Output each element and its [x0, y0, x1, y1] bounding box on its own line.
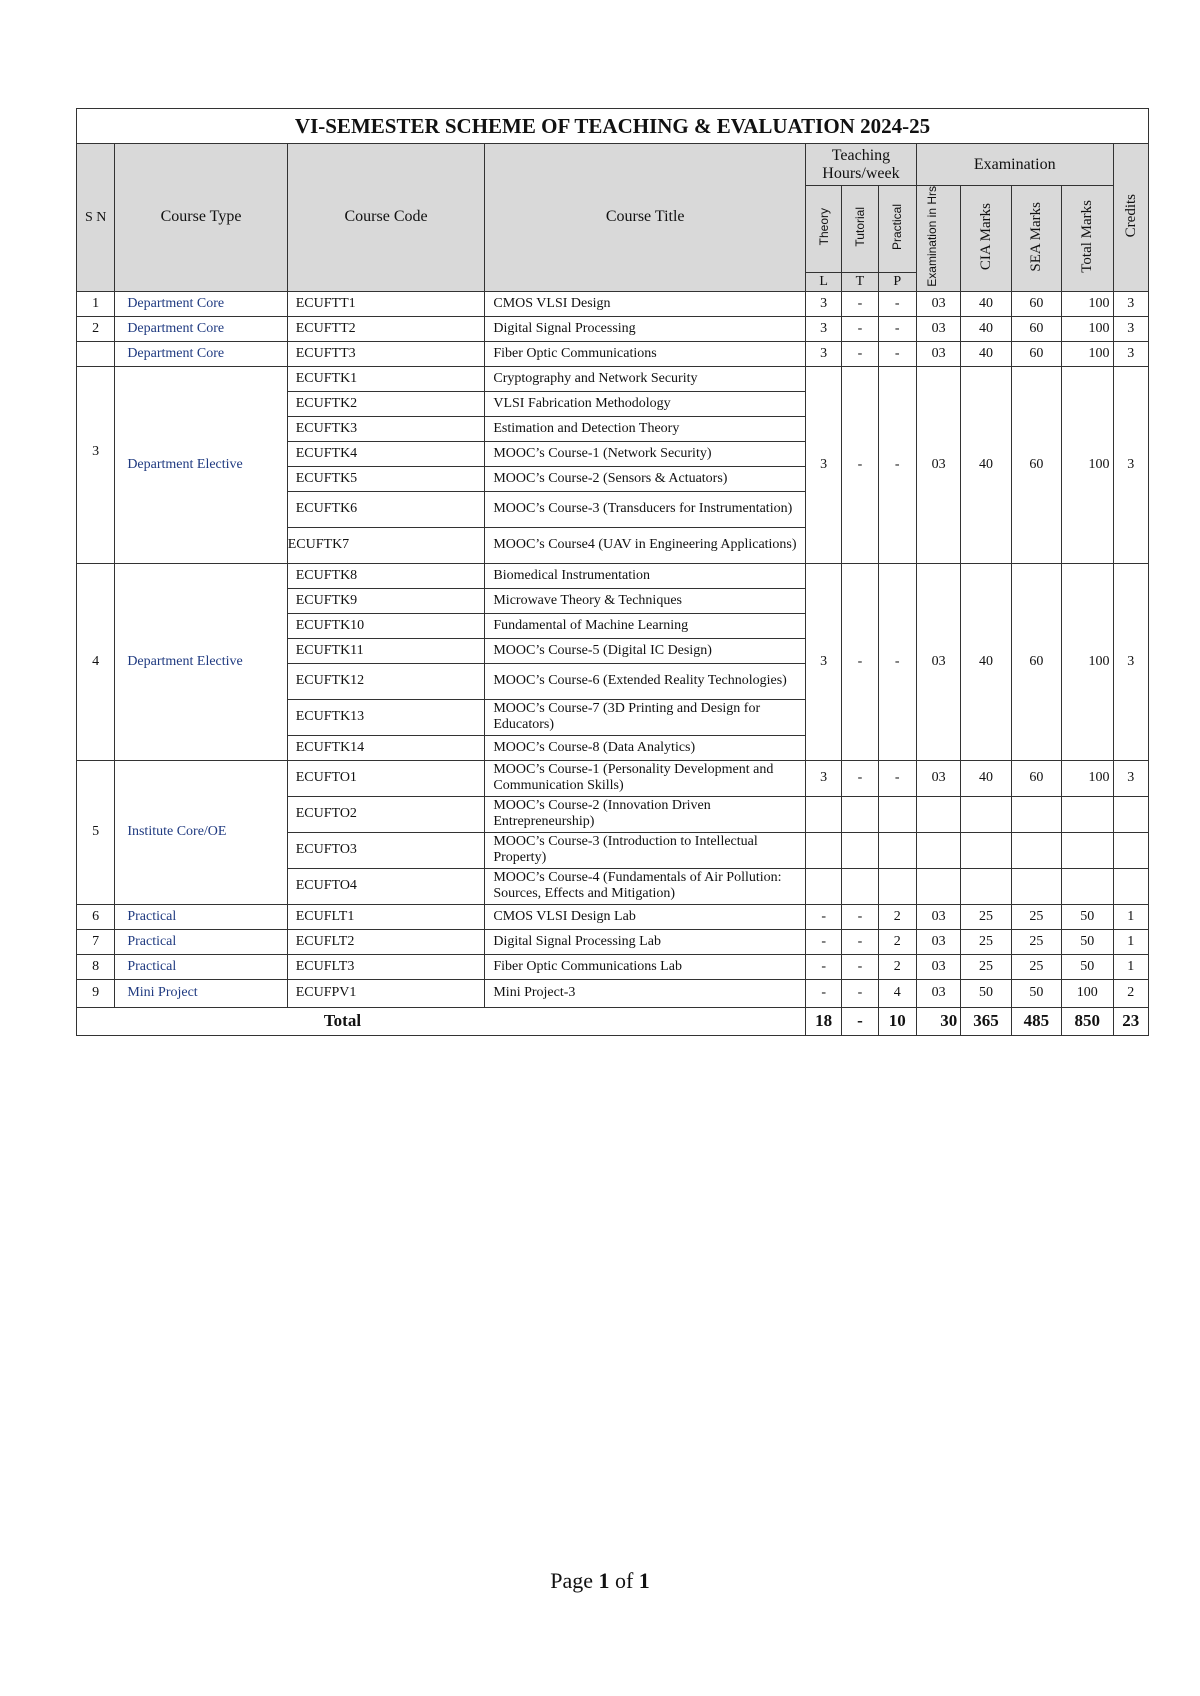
empty-cell	[1113, 868, 1149, 904]
sn-cell: 6	[77, 904, 115, 929]
credits-cell: 3	[1113, 341, 1149, 366]
page-count: 1	[638, 1568, 650, 1593]
t-header: T	[842, 273, 878, 292]
practical-header: Practical	[878, 186, 916, 273]
course-code-cell: ECUFTT2	[287, 316, 485, 341]
course-code-header: Course Code	[287, 144, 485, 292]
l-cell: 3	[806, 563, 842, 760]
empty-cell	[1011, 832, 1061, 868]
empty-cell	[806, 832, 842, 868]
course-title-cell: Digital Signal Processing	[485, 316, 806, 341]
total-cell: 50	[1062, 929, 1113, 954]
credits-cell: 1	[1113, 954, 1149, 979]
credits-cell: 3	[1113, 760, 1149, 796]
empty-cell	[806, 796, 842, 832]
page-of: of	[614, 1568, 634, 1593]
empty-cell	[842, 832, 878, 868]
cia-cell: 25	[961, 954, 1011, 979]
course-title-header: Course Title	[485, 144, 806, 292]
course-type-cell: Practical	[115, 904, 287, 929]
p-cell: 2	[878, 904, 916, 929]
l-header: L	[806, 273, 842, 292]
sea-cell: 25	[1011, 954, 1061, 979]
table-row	[77, 954, 1149, 979]
t-cell: -	[842, 760, 878, 796]
hrs-cell: 03	[916, 760, 960, 796]
course-type-cell: Department Core	[115, 341, 287, 366]
table-row	[77, 341, 1149, 366]
sn-cell: 7	[77, 929, 115, 954]
course-code-cell: ECUFLT3	[287, 954, 485, 979]
empty-cell	[1062, 832, 1113, 868]
empty-cell	[878, 796, 916, 832]
empty-cell	[961, 832, 1011, 868]
credits-cell: 3	[1113, 366, 1149, 563]
cia-cell: 25	[961, 929, 1011, 954]
course-title-cell: CMOS VLSI Design Lab	[485, 904, 806, 929]
sea-cell: 25	[1011, 929, 1061, 954]
table-row	[77, 366, 1149, 391]
total-credits: 23	[1113, 1007, 1149, 1035]
total-cell: 100	[1062, 760, 1113, 796]
course-code-cell: ECUFLT1	[287, 904, 485, 929]
teaching-hours-header: Teaching Hours/week	[806, 144, 917, 186]
total-cell: 100	[1062, 291, 1113, 316]
course-title-cell: MOOC’s Course-6 (Extended Reality Technologies)	[485, 663, 806, 699]
p-cell: 2	[878, 929, 916, 954]
sea-cell: 60	[1011, 760, 1061, 796]
total-sea: 485	[1011, 1007, 1061, 1035]
total-label: Total	[77, 1007, 806, 1035]
l-cell: 3	[806, 291, 842, 316]
empty-cell	[878, 868, 916, 904]
empty-cell	[1113, 796, 1149, 832]
course-title-cell: Estimation and Detection Theory	[485, 416, 806, 441]
page-footer	[0, 1568, 1200, 1594]
cia-cell: 40	[961, 341, 1011, 366]
empty-cell	[916, 868, 960, 904]
sea-cell: 60	[1011, 291, 1061, 316]
total-hrs: 30	[916, 1007, 960, 1035]
cia-cell: 40	[961, 291, 1011, 316]
total-cell: 100	[1062, 366, 1113, 563]
total-cell: 100	[1062, 979, 1113, 1007]
table-row	[77, 291, 1149, 316]
l-cell: 3	[806, 366, 842, 563]
empty-cell	[842, 796, 878, 832]
l-cell: -	[806, 929, 842, 954]
sea-cell: 60	[1011, 563, 1061, 760]
hrs-cell: 03	[916, 291, 960, 316]
table-row	[77, 563, 1149, 588]
course-title-cell: Digital Signal Processing Lab	[485, 929, 806, 954]
l-cell: -	[806, 979, 842, 1007]
course-code-cell: ECUFTK9	[287, 588, 485, 613]
credits-header: Credits	[1113, 144, 1149, 292]
sea-cell: 60	[1011, 341, 1061, 366]
l-cell: 3	[806, 760, 842, 796]
l-cell: 3	[806, 341, 842, 366]
p-cell: -	[878, 366, 916, 563]
credits-cell: 2	[1113, 979, 1149, 1007]
course-code-cell: ECUFTK12	[287, 663, 485, 699]
total-cell: 100	[1062, 563, 1113, 760]
course-code-cell: ECUFTK10	[287, 613, 485, 638]
course-code-cell: ECUFTK11	[287, 638, 485, 663]
course-type-cell: Department Elective	[115, 563, 287, 760]
t-cell: -	[842, 979, 878, 1007]
credits-cell: 3	[1113, 291, 1149, 316]
sn-cell: 1	[77, 291, 115, 316]
sea-cell: 50	[1011, 979, 1061, 1007]
cia-cell: 25	[961, 904, 1011, 929]
sn-cell: 4	[77, 563, 115, 760]
empty-cell	[842, 868, 878, 904]
cia-cell: 40	[961, 316, 1011, 341]
credits-cell: 1	[1113, 904, 1149, 929]
sn-cell: 5	[77, 760, 115, 904]
course-code-cell: ECUFTO3	[287, 832, 485, 868]
empty-cell	[961, 868, 1011, 904]
course-title-cell: MOOC’s Course-3 (Introduction to Intellectual Property)	[485, 832, 806, 868]
course-title-cell: Fundamental of Machine Learning	[485, 613, 806, 638]
t-cell: -	[842, 291, 878, 316]
course-title-cell: MOOC’s Course-5 (Digital IC Design)	[485, 638, 806, 663]
course-title-cell: MOOC’s Course4 (UAV in Engineering Applications)	[485, 527, 806, 563]
total-marks-header: Total Marks	[1062, 186, 1113, 292]
course-title-cell: VLSI Fabrication Methodology	[485, 391, 806, 416]
course-title-cell: MOOC’s Course-7 (3D Printing and Design for Educators)	[485, 699, 806, 735]
sea-cell: 60	[1011, 366, 1061, 563]
course-type-cell: Mini Project	[115, 979, 287, 1007]
p-cell: -	[878, 291, 916, 316]
credits-cell: 3	[1113, 563, 1149, 760]
total-marks: 850	[1062, 1007, 1113, 1035]
course-title-cell: MOOC’s Course-2 (Innovation Driven Entrepreneurship)	[485, 796, 806, 832]
hrs-cell: 03	[916, 929, 960, 954]
empty-cell	[916, 832, 960, 868]
scheme-table	[76, 108, 1149, 1036]
empty-cell	[1011, 868, 1061, 904]
course-title-cell: Fiber Optic Communications Lab	[485, 954, 806, 979]
p-cell: -	[878, 316, 916, 341]
course-code-cell: ECUFTK8	[287, 563, 485, 588]
empty-cell	[916, 796, 960, 832]
course-code-cell: ECUFTO2	[287, 796, 485, 832]
total-cell: 100	[1062, 341, 1113, 366]
hrs-cell: 03	[916, 954, 960, 979]
cia-cell: 40	[961, 760, 1011, 796]
page-label: Page	[550, 1568, 593, 1593]
sn-cell: 9	[77, 979, 115, 1007]
credits-cell: 3	[1113, 316, 1149, 341]
total-cell: 50	[1062, 904, 1113, 929]
course-code-cell: ECUFTK6	[287, 491, 485, 527]
cia-cell: 50	[961, 979, 1011, 1007]
course-code-cell: ECUFTK7	[287, 527, 485, 563]
t-cell: -	[842, 904, 878, 929]
cia-header: CIA Marks	[961, 186, 1011, 292]
p-cell: -	[878, 760, 916, 796]
course-code-cell: ECUFTK3	[287, 416, 485, 441]
empty-cell	[961, 796, 1011, 832]
p-cell: 2	[878, 954, 916, 979]
course-title-cell: Fiber Optic Communications	[485, 341, 806, 366]
t-cell: -	[842, 366, 878, 563]
course-type-cell: Department Elective	[115, 366, 287, 563]
hrs-cell: 03	[916, 563, 960, 760]
course-code-cell: ECUFTK14	[287, 735, 485, 760]
l-cell: -	[806, 904, 842, 929]
course-type-cell: Department Core	[115, 291, 287, 316]
course-type-cell: Practical	[115, 954, 287, 979]
course-code-cell: ECUFTO4	[287, 868, 485, 904]
course-title-cell: Cryptography and Network Security	[485, 366, 806, 391]
course-code-cell: ECUFTT1	[287, 291, 485, 316]
total-p: 10	[878, 1007, 916, 1035]
cia-cell: 40	[961, 366, 1011, 563]
table-row	[77, 929, 1149, 954]
course-type-cell: Practical	[115, 929, 287, 954]
course-type-cell: Department Core	[115, 316, 287, 341]
p-cell: 4	[878, 979, 916, 1007]
empty-cell	[806, 868, 842, 904]
t-cell: -	[842, 341, 878, 366]
tutorial-header: Tutorial	[842, 186, 878, 273]
sn-cell: 3	[77, 366, 115, 563]
table-row	[77, 979, 1149, 1007]
total-row	[77, 1007, 1149, 1035]
course-code-cell: ECUFPV1	[287, 979, 485, 1007]
sn-cell	[77, 341, 115, 366]
course-title-cell: MOOC’s Course-2 (Sensors & Actuators)	[485, 466, 806, 491]
t-cell: -	[842, 929, 878, 954]
course-title-cell: Microwave Theory & Techniques	[485, 588, 806, 613]
empty-cell	[1062, 868, 1113, 904]
hrs-cell: 03	[916, 316, 960, 341]
examination-header: Examination	[916, 144, 1113, 186]
sea-cell: 60	[1011, 316, 1061, 341]
course-code-cell: ECUFTK4	[287, 441, 485, 466]
course-code-cell: ECUFTK13	[287, 699, 485, 735]
hrs-cell: 03	[916, 979, 960, 1007]
course-type-header: Course Type	[115, 144, 287, 292]
course-code-cell: ECUFTK5	[287, 466, 485, 491]
sn-header: S N	[77, 144, 115, 292]
table-row	[77, 904, 1149, 929]
total-cia: 365	[961, 1007, 1011, 1035]
course-title-cell: CMOS VLSI Design	[485, 291, 806, 316]
course-title-cell: Biomedical Instrumentation	[485, 563, 806, 588]
course-title-cell: MOOC’s Course-8 (Data Analytics)	[485, 735, 806, 760]
l-cell: -	[806, 954, 842, 979]
course-title-cell: MOOC’s Course-4 (Fundamentals of Air Pollution: Sources, Effects and Mitigation)	[485, 868, 806, 904]
course-code-cell: ECUFTT3	[287, 341, 485, 366]
total-cell: 100	[1062, 316, 1113, 341]
page-current: 1	[598, 1568, 610, 1593]
course-title-cell: MOOC’s Course-3 (Transducers for Instrumentation)	[485, 491, 806, 527]
table-row	[77, 760, 1149, 796]
course-title-cell: MOOC’s Course-1 (Network Security)	[485, 441, 806, 466]
credits-cell: 1	[1113, 929, 1149, 954]
exam-hrs-header: Examination in Hrs	[916, 186, 960, 292]
course-code-cell: ECUFLT2	[287, 929, 485, 954]
t-cell: -	[842, 954, 878, 979]
p-header: P	[878, 273, 916, 292]
total-t: -	[842, 1007, 878, 1035]
hrs-cell: 03	[916, 341, 960, 366]
course-code-cell: ECUFTK2	[287, 391, 485, 416]
empty-cell	[1062, 796, 1113, 832]
course-type-cell: Institute Core/OE	[115, 760, 287, 904]
total-cell: 50	[1062, 954, 1113, 979]
table-title: VI-SEMESTER SCHEME OF TEACHING & EVALUATION 2024-25	[77, 109, 1149, 144]
course-code-cell: ECUFTK1	[287, 366, 485, 391]
sn-cell: 2	[77, 316, 115, 341]
sea-cell: 25	[1011, 904, 1061, 929]
table-row	[77, 316, 1149, 341]
p-cell: -	[878, 563, 916, 760]
t-cell: -	[842, 563, 878, 760]
empty-cell	[1113, 832, 1149, 868]
cia-cell: 40	[961, 563, 1011, 760]
theory-header: Theory	[806, 186, 842, 273]
empty-cell	[878, 832, 916, 868]
empty-cell	[1011, 796, 1061, 832]
t-cell: -	[842, 316, 878, 341]
course-title-cell: Mini Project-3	[485, 979, 806, 1007]
sea-header: SEA Marks	[1011, 186, 1061, 292]
sn-cell: 8	[77, 954, 115, 979]
hrs-cell: 03	[916, 366, 960, 563]
course-code-cell: ECUFTO1	[287, 760, 485, 796]
p-cell: -	[878, 341, 916, 366]
total-l: 18	[806, 1007, 842, 1035]
course-title-cell: MOOC’s Course-1 (Personality Development and Communication Skills)	[485, 760, 806, 796]
l-cell: 3	[806, 316, 842, 341]
hrs-cell: 03	[916, 904, 960, 929]
